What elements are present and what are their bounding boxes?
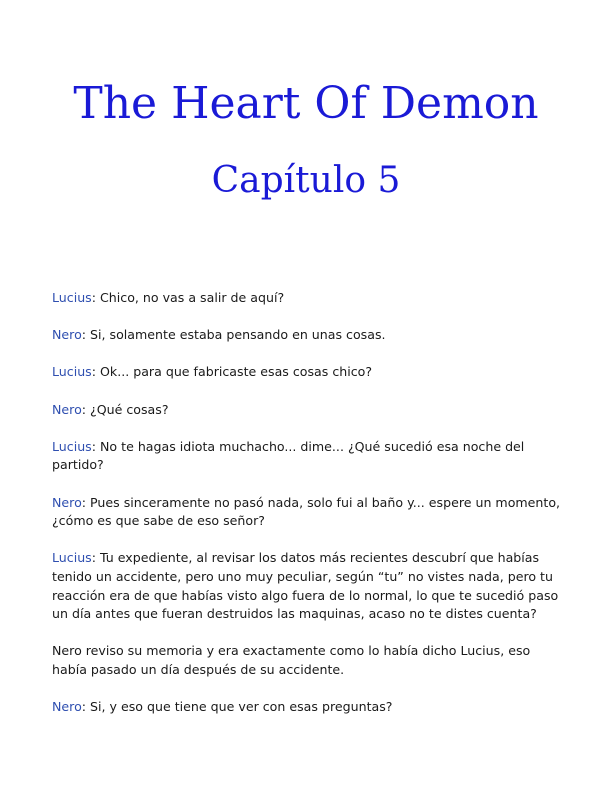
- document-title: The Heart Of Demon: [73, 78, 539, 129]
- dialogue-text: ¿Qué cosas?: [90, 401, 169, 417]
- speaker-name: Lucius: [52, 438, 92, 454]
- dialogue-paragraph: [52, 438, 567, 475]
- dialogue-paragraph: [52, 289, 567, 308]
- speaker-name: Lucius: [52, 550, 92, 566]
- speaker-separator: :: [91, 290, 100, 305]
- speaker-separator: :: [91, 364, 100, 380]
- narration-paragraph: [52, 642, 567, 679]
- speaker-name: Lucius: [52, 364, 92, 380]
- dialogue-text: Chico, no vas a salir de aquí?: [100, 290, 285, 305]
- dialogue-text: Tu expediente, al revisar los datos más recientes descubrí que habías tenido un accidente, pero uno muy peculiar, según “tu” no vistes nada, pero tu reacción era de que habías visto algo fuera de lo normal, lo que te sucedió paso un día antes que fueran destruidos las maquinas, acaso no te distes cuenta?: [52, 550, 559, 622]
- dialogue-text: No te hagas idiota muchacho... dime... ¿Qué sucedió esa noche del partido?: [52, 438, 525, 473]
- dialogue-text: Pues sinceramente no pasó nada, solo fui al baño y... espere un momento, ¿cómo es que sabe de eso señor?: [52, 494, 561, 529]
- speaker-name: Nero: [52, 327, 82, 343]
- dialogue-paragraph: [52, 326, 567, 345]
- speaker-separator: :: [81, 699, 91, 715]
- dialogue-paragraph: [52, 363, 567, 382]
- dialogue-paragraph: [52, 698, 567, 717]
- narration-text: Nero reviso su memoria y era exactamente como lo había dicho Lucius, eso había pasado un día después de su accidente.: [52, 643, 531, 677]
- dialogue-text: Ok... para que fabricaste esas cosas chico?: [100, 364, 373, 380]
- dialogue-paragraph: [52, 494, 567, 531]
- dialogue-text: Si, solamente estaba pensando en unas cosas.: [90, 327, 386, 343]
- dialogue-paragraph: [52, 549, 567, 623]
- speaker-name: Nero: [52, 401, 82, 417]
- speaker-separator: :: [91, 438, 100, 454]
- dialogue-text: Si, y eso que tiene que ver con esas preguntas?: [90, 699, 393, 715]
- document-body: [52, 289, 567, 735]
- chapter-heading: Capítulo 5: [211, 160, 401, 201]
- speaker-separator: :: [91, 550, 100, 566]
- dialogue-paragraph: [52, 401, 567, 420]
- speaker-separator: :: [81, 327, 91, 343]
- speaker-name: Nero: [52, 699, 82, 715]
- speaker-name: Lucius: [52, 290, 92, 305]
- speaker-name: Nero: [52, 494, 82, 510]
- speaker-separator: :: [81, 494, 91, 510]
- speaker-separator: :: [81, 401, 91, 417]
